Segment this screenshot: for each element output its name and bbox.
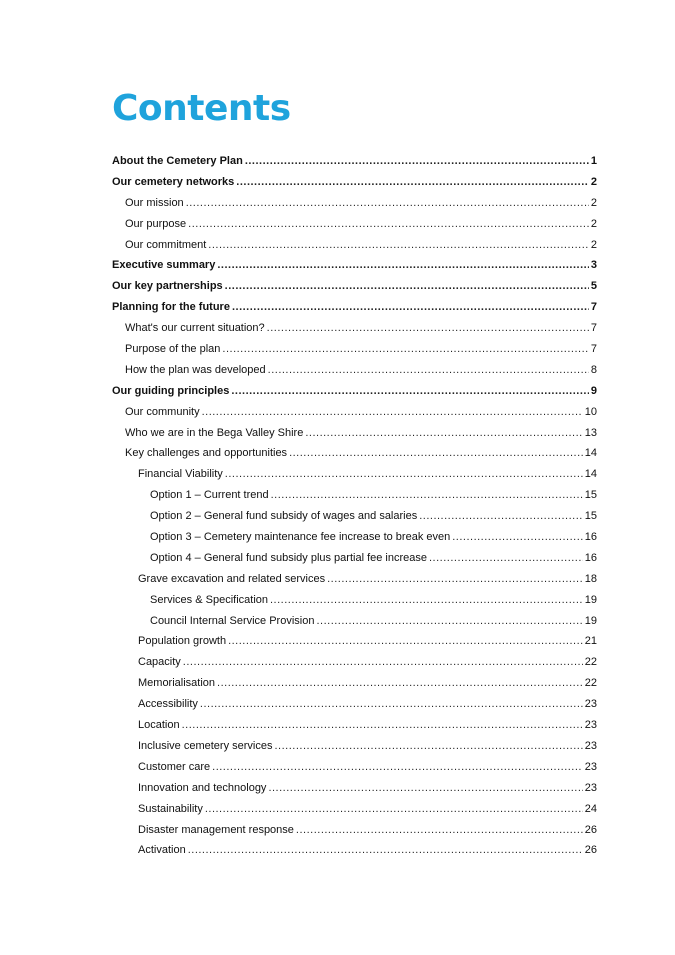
toc-entry-label: Our key partnerships [112, 280, 223, 293]
dot-leader [316, 611, 582, 632]
dot-leader [212, 757, 583, 778]
dot-leader [296, 820, 583, 841]
toc-entry-label: Location [138, 719, 180, 732]
toc-entry-label: Council Internal Service Provision [150, 614, 315, 627]
dot-leader [268, 778, 582, 799]
toc-entry[interactable] [112, 527, 597, 548]
toc-entry-label: Our cemetery networks [112, 175, 235, 188]
toc-entry-page-number: 8 [590, 363, 597, 376]
toc-entry-label: Option 4 – General fund subsidy plus partial fee increase [150, 551, 427, 564]
toc-entry[interactable] [112, 673, 597, 694]
toc-entry[interactable] [112, 820, 597, 841]
dot-leader [182, 715, 583, 736]
toc-entry[interactable] [112, 715, 597, 736]
toc-entry-label: Planning for the future [112, 301, 230, 314]
toc-entry-page-number: 16 [584, 531, 597, 544]
toc-entry[interactable] [112, 778, 597, 799]
dot-leader [429, 548, 583, 569]
dot-leader [232, 297, 589, 318]
toc-entry-page-number: 23 [584, 698, 597, 711]
toc-entry-label: Financial Viability [138, 468, 223, 481]
dot-leader [305, 423, 582, 444]
toc-entry-page-number: 19 [584, 614, 597, 627]
dot-leader [289, 443, 583, 464]
toc-entry-label: Option 1 – Current trend [150, 489, 269, 502]
dot-leader [188, 840, 583, 861]
toc-entry[interactable] [112, 423, 597, 444]
toc-entry-page-number: 26 [584, 823, 597, 836]
dot-leader [217, 255, 589, 276]
toc-entry[interactable] [112, 381, 597, 402]
toc-entry-page-number: 23 [584, 781, 597, 794]
toc-entry-page-number: 5 [590, 280, 597, 293]
dot-leader [267, 318, 589, 339]
toc-entry-page-number: 15 [584, 510, 597, 523]
dot-leader [231, 381, 589, 402]
toc-entry[interactable] [112, 694, 597, 715]
toc-entry-label: Capacity [138, 656, 181, 669]
dot-leader [275, 736, 583, 757]
toc-entry[interactable] [112, 506, 597, 527]
toc-entry-page-number: 21 [584, 635, 597, 648]
table-of-contents [112, 151, 597, 861]
toc-entry-page-number: 18 [584, 572, 597, 585]
toc-entry[interactable] [112, 631, 597, 652]
dot-leader [222, 339, 588, 360]
toc-entry[interactable] [112, 799, 597, 820]
toc-entry-label: Grave excavation and related services [138, 572, 326, 585]
toc-entry[interactable] [112, 840, 597, 861]
toc-entry-page-number: 2 [590, 217, 597, 230]
toc-entry-label: Our commitment [125, 238, 207, 251]
toc-entry-label: Accessibility [138, 698, 198, 711]
toc-entry[interactable] [112, 569, 597, 590]
dot-leader [245, 151, 589, 172]
dot-leader [188, 214, 589, 235]
dot-leader [200, 694, 583, 715]
dot-leader [236, 172, 589, 193]
toc-entry-label: Option 3 – Cemetery maintenance fee increase to break even [150, 531, 451, 544]
toc-entry[interactable] [112, 611, 597, 632]
toc-entry-label: Sustainability [138, 802, 203, 815]
toc-entry-label: Population growth [138, 635, 227, 648]
toc-entry-label: Customer care [138, 760, 211, 773]
toc-entry-label: Our guiding principles [112, 384, 230, 397]
dot-leader [183, 652, 583, 673]
toc-entry-page-number: 9 [590, 384, 597, 397]
toc-entry-page-number: 10 [584, 405, 597, 418]
toc-entry[interactable] [112, 151, 597, 172]
toc-entry-page-number: 16 [584, 551, 597, 564]
toc-entry[interactable] [112, 736, 597, 757]
dot-leader [270, 590, 583, 611]
toc-entry-label: Activation [138, 844, 186, 857]
toc-entry-page-number: 24 [584, 802, 597, 815]
toc-entry-label: Our community [125, 405, 200, 418]
toc-entry-label: Our purpose [125, 217, 187, 230]
toc-entry-page-number: 26 [584, 844, 597, 857]
dot-leader [271, 485, 583, 506]
toc-entry-label: Purpose of the plan [125, 343, 221, 356]
dot-leader [225, 464, 583, 485]
toc-entry-page-number: 2 [590, 238, 597, 251]
dot-leader [205, 799, 583, 820]
toc-entry[interactable] [112, 485, 597, 506]
page-title: Contents [112, 88, 291, 129]
toc-entry-label: Memorialisation [138, 677, 216, 690]
toc-entry[interactable] [112, 443, 597, 464]
toc-entry-page-number: 14 [584, 447, 597, 460]
toc-entry-label: Inclusive cemetery services [138, 739, 273, 752]
toc-entry-label: How the plan was developed [125, 363, 266, 376]
toc-entry[interactable] [112, 652, 597, 673]
dot-leader [186, 193, 589, 214]
toc-entry[interactable] [112, 402, 597, 423]
toc-entry-page-number: 13 [584, 426, 597, 439]
toc-entry-page-number: 1 [590, 155, 597, 167]
toc-entry-label: Who we are in the Bega Valley Shire [125, 426, 304, 439]
toc-entry[interactable] [112, 214, 597, 235]
toc-entry[interactable] [112, 235, 597, 256]
toc-entry-page-number: 23 [584, 760, 597, 773]
toc-entry-page-number: 2 [590, 175, 597, 188]
toc-entry[interactable] [112, 255, 597, 276]
dot-leader [268, 360, 589, 381]
toc-entry-page-number: 23 [584, 719, 597, 732]
toc-entry-page-number: 23 [584, 739, 597, 752]
toc-entry-page-number: 7 [590, 343, 597, 356]
toc-entry-page-number: 14 [584, 468, 597, 481]
toc-entry-label: Key challenges and opportunities [125, 447, 288, 460]
toc-entry[interactable] [112, 276, 597, 297]
dot-leader [327, 569, 583, 590]
toc-entry[interactable] [112, 193, 597, 214]
toc-entry[interactable] [112, 339, 597, 360]
toc-entry[interactable] [112, 590, 597, 611]
toc-entry-page-number: 7 [590, 301, 597, 314]
toc-entry[interactable] [112, 318, 597, 339]
toc-entry-page-number: 19 [584, 593, 597, 606]
toc-entry-page-number: 2 [590, 196, 597, 209]
dot-leader [419, 506, 583, 527]
toc-entry-label: Innovation and technology [138, 781, 267, 794]
toc-entry-page-number: 7 [590, 322, 597, 335]
toc-entry[interactable] [112, 464, 597, 485]
dot-leader [217, 673, 583, 694]
toc-entry-page-number: 3 [590, 259, 597, 272]
toc-entry-label: About the Cemetery Plan [112, 155, 243, 167]
toc-entry-label: What's our current situation? [125, 322, 265, 335]
dot-leader [202, 402, 583, 423]
dot-leader [225, 276, 589, 297]
toc-entry-page-number: 15 [584, 489, 597, 502]
dot-leader [228, 631, 583, 652]
toc-entry-label: Executive summary [112, 259, 216, 272]
dot-leader [452, 527, 583, 548]
toc-entry[interactable] [112, 548, 597, 569]
toc-entry[interactable] [112, 172, 597, 193]
toc-entry-page-number: 22 [584, 677, 597, 690]
toc-entry-label: Services & Specification [150, 593, 268, 606]
dot-leader [208, 235, 589, 256]
toc-entry-label: Our mission [125, 196, 184, 209]
toc-entry-label: Disaster management response [138, 823, 294, 836]
toc-entry[interactable] [112, 757, 597, 778]
toc-entry[interactable] [112, 360, 597, 381]
toc-entry-label: Option 2 – General fund subsidy of wages and salaries [150, 510, 418, 523]
toc-entry-page-number: 22 [584, 656, 597, 669]
toc-entry[interactable] [112, 297, 597, 318]
